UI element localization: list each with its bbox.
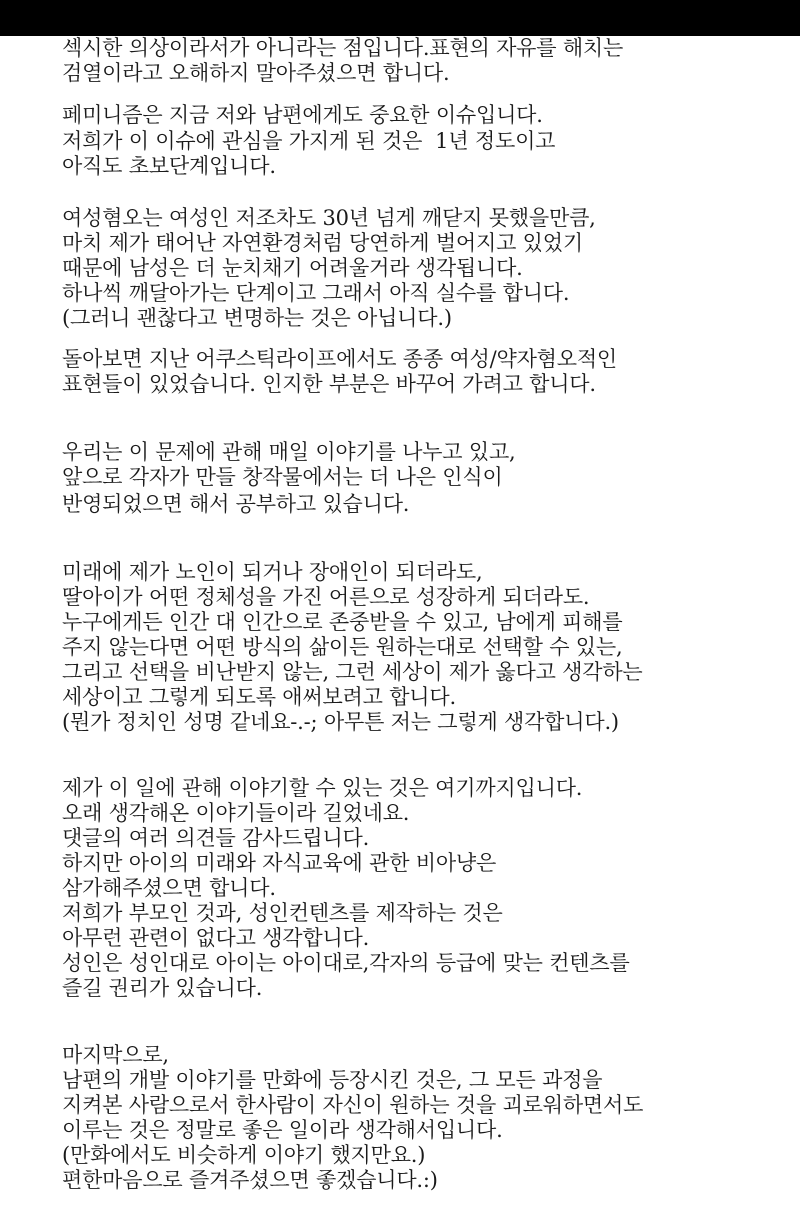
text-line: 성인은 성인대로 아이는 아이대로,각자의 등급에 맞는 컨텐츠를 bbox=[62, 951, 630, 975]
text-line: 오래 생각해온 이야기들이라 길었네요. bbox=[62, 801, 410, 825]
text-line: 미래에 제가 노인이 되거나 장애인이 되더라도, bbox=[62, 560, 483, 584]
top-black-bar bbox=[0, 0, 800, 36]
text-line: 우리는 이 문제에 관해 매일 이야기를 나누고 있고, bbox=[62, 440, 516, 464]
text-line: 즐길 권리가 있습니다. bbox=[62, 976, 263, 1000]
text-line: 반영되었으면 해서 공부하고 있습니다. bbox=[62, 492, 410, 516]
text-line: 누구에게든 인간 대 인간으로 존중받을 수 있고, 남에게 피해를 bbox=[62, 610, 623, 634]
text-line: 이루는 것은 정말로 좋은 일이라 생각해서입니다. bbox=[62, 1118, 503, 1142]
text-line: 앞으로 각자가 만들 창작물에서는 더 나은 인식이 bbox=[62, 465, 503, 489]
text-line: 주지 않는다면 어떤 방식의 삶이든 원하는대로 선택할 수 있는, bbox=[62, 635, 623, 659]
text-line: (그러니 괜찮다고 변명하는 것은 아닙니다.) bbox=[62, 306, 452, 330]
text-line: 섹시한 의상이라서가 아니라는 점입니다.표현의 자유를 해치는 bbox=[62, 36, 624, 60]
text-line: 하나씩 깨달아가는 단계이고 그래서 아직 실수를 합니다. bbox=[62, 281, 570, 305]
text-line: 검열이라고 오해하지 말아주셨으면 합니다. bbox=[62, 61, 450, 85]
text-line: 여성혐오는 여성인 저조차도 30년 넘게 깨닫지 못했을만큼, bbox=[62, 206, 596, 230]
text-line: (만화에서도 비슷하게 이야기 했지만요.) bbox=[62, 1143, 426, 1167]
text-line: 남편의 개발 이야기를 만화에 등장시킨 것은, 그 모든 과정을 bbox=[62, 1068, 603, 1092]
text-line: 마지막으로, bbox=[62, 1043, 169, 1067]
text-line: 댓글의 여러 의견들 감사드립니다. bbox=[62, 826, 370, 850]
text-line: 지켜본 사람으로서 한사람이 자신이 원하는 것을 괴로워하면서도 bbox=[62, 1093, 644, 1117]
text-line: 저희가 이 이슈에 관심을 가지게 된 것은 1년 정도이고 bbox=[62, 129, 556, 153]
text-line: 페미니즘은 지금 저와 남편에게도 중요한 이슈입니다. bbox=[62, 103, 543, 127]
text-line: 하지만 아이의 미래와 자식교육에 관한 비아냥은 bbox=[62, 851, 497, 875]
text-line: 아직도 초보단계입니다. bbox=[62, 154, 276, 178]
text-line: 저희가 부모인 것과, 성인컨텐츠를 제작하는 것은 bbox=[62, 901, 503, 925]
text-line: 세상이고 그렇게 되도록 애써보려고 합니다. bbox=[62, 685, 456, 709]
text-line: 마치 제가 태어난 자연환경처럼 당연하게 벌어지고 있었기 bbox=[62, 231, 583, 255]
text-line: (뭔가 정치인 성명 같네요-.-; 아무튼 저는 그렇게 생각합니다.) bbox=[62, 710, 619, 734]
text-line: 편한마음으로 즐겨주셨으면 좋겠습니다.:) bbox=[62, 1168, 438, 1192]
text-line: 삼가해주셨으면 합니다. bbox=[62, 876, 276, 900]
text-line: 표현들이 있었습니다. 인지한 부분은 바꾸어 가려고 합니다. bbox=[62, 372, 596, 396]
text-line: 제가 이 일에 관해 이야기할 수 있는 것은 여기까지입니다. bbox=[62, 776, 583, 800]
text-line: 돌아보면 지난 어쿠스틱라이프에서도 종종 여성/약자혐오적인 bbox=[62, 347, 618, 371]
text-line: 딸아이가 어떤 정체성을 가진 어른으로 성장하게 되더라도. bbox=[62, 585, 590, 609]
text-line: 아무런 관련이 없다고 생각합니다. bbox=[62, 926, 370, 950]
text-line: 그리고 선택을 비난받지 않는, 그런 세상이 제가 옳다고 생각하는 bbox=[62, 660, 643, 684]
text-line: 때문에 남성은 더 눈치채기 어려울거라 생각됩니다. bbox=[62, 256, 523, 280]
